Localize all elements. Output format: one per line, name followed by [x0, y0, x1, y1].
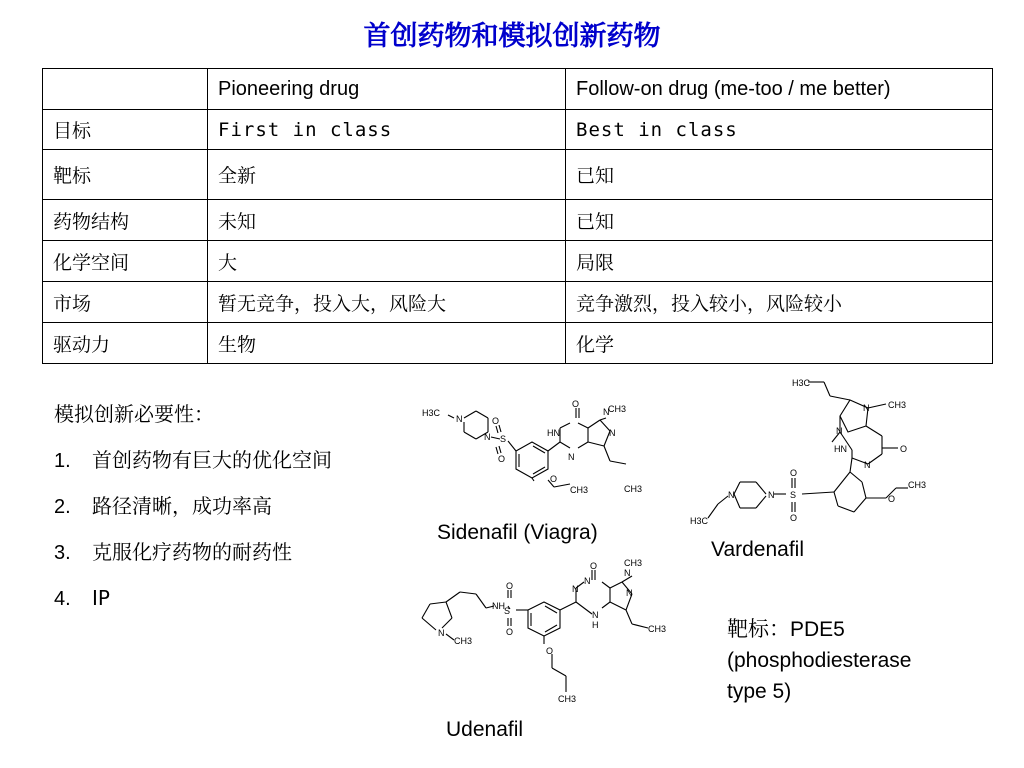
list-number: 3. — [54, 542, 71, 564]
udenafil-methyl-label: CH3 — [624, 558, 643, 568]
cell-pioneering-driver: 生物 — [208, 323, 566, 364]
vardenafil-methyl-label: H3C — [690, 516, 709, 526]
cell-pioneering-structure: 未知 — [208, 200, 566, 241]
udenafil-nh-label: NH — [492, 601, 505, 611]
udenafil-s-label: S — [504, 606, 511, 616]
cell-pioneering-target: 全新 — [208, 150, 566, 200]
header-cell-empty — [43, 69, 208, 110]
vardenafil-methyl-label: H3C — [792, 378, 811, 388]
target-note — [727, 614, 911, 707]
sidenafil-n-label: N — [484, 432, 491, 442]
slide-title: 首创药物和模拟创新药物 — [363, 21, 661, 52]
cell-follow-on-target: 已知 — [566, 150, 993, 200]
vardenafil-methyl-label: CH3 — [908, 480, 927, 490]
table-row — [43, 241, 993, 282]
row-label-market: 市场 — [43, 282, 208, 323]
target-line: type 5) — [727, 680, 792, 703]
list-text: 首创药物有巨大的优化空间 — [92, 448, 332, 472]
cell-pioneering-chem-space: 大 — [208, 241, 566, 282]
cell-pioneering-goal: First in class — [208, 110, 566, 150]
sidenafil-hn-label: HN — [547, 428, 560, 438]
vardenafil-n-label: N — [728, 490, 735, 500]
list-text: IP — [92, 586, 110, 610]
cell-pioneering-market: 暂无竞争，投入大，风险大 — [208, 282, 566, 323]
cell-follow-on-goal: Best in class — [566, 110, 993, 150]
vardenafil-n-label: N — [864, 460, 871, 470]
vardenafil-o-label: O — [790, 513, 798, 523]
target-line: 靶标：PDE5 — [727, 618, 845, 641]
udenafil-n-label: N — [624, 568, 631, 578]
sidenafil-o-label: O — [492, 416, 500, 426]
row-label-goal: 目标 — [43, 110, 208, 150]
vardenafil-o-label: O — [888, 494, 896, 504]
sidenafil-o-label: O — [550, 474, 558, 484]
udenafil-n-label: N — [592, 610, 599, 620]
list-number: 1. — [54, 450, 71, 472]
list-text: 克服化疗药物的耐药性 — [92, 540, 292, 564]
vardenafil-o-label: O — [790, 468, 798, 478]
sidenafil-o-label: O — [498, 454, 506, 464]
table-row — [43, 323, 993, 364]
vardenafil-structure — [690, 374, 935, 532]
sidenafil-methyl-label: CH3 — [624, 484, 643, 494]
cell-follow-on-market: 竞争激烈，投入较小，风险较小 — [566, 282, 993, 323]
sidenafil-structure — [420, 398, 650, 498]
sidenafil-n-label: N — [609, 428, 616, 438]
comparison-table — [42, 68, 993, 364]
vardenafil-o-label: O — [900, 444, 908, 454]
vardenafil-hn-label: HN — [834, 444, 847, 454]
vardenafil-n-label: N — [836, 426, 843, 436]
list-text: 路径清晰，成功率高 — [92, 494, 272, 518]
udenafil-structure — [410, 558, 675, 704]
sidenafil-n-label: N — [568, 452, 575, 462]
vardenafil-n-label: N — [768, 490, 775, 500]
row-label-chem-space: 化学空间 — [43, 241, 208, 282]
header-follow-on: Follow-on drug (me-too / me better) — [566, 69, 993, 110]
header-pioneering: Pioneering drug — [208, 69, 566, 110]
list-item — [54, 542, 292, 563]
table-row — [43, 200, 993, 241]
sidenafil-o-label: O — [572, 399, 580, 409]
udenafil-methyl-label: CH3 — [648, 624, 667, 634]
cell-follow-on-chem-space: 局限 — [566, 241, 993, 282]
table-row — [43, 110, 993, 150]
list-item — [54, 496, 272, 517]
sidenafil-n-label: N — [603, 407, 610, 417]
sidenafil-methyl-label: H3C — [422, 408, 441, 418]
udenafil-methyl-label: CH3 — [454, 636, 473, 646]
vardenafil-caption: Vardenafil — [711, 538, 805, 561]
udenafil-methyl-label: CH3 — [558, 694, 577, 704]
target-line: (phosphodiesterase — [727, 649, 912, 672]
udenafil-o-label: O — [506, 627, 514, 637]
table-header-row — [43, 69, 993, 110]
vardenafil-n-label: N — [863, 403, 870, 413]
vardenafil-methyl-label: CH3 — [888, 400, 907, 410]
udenafil-o-label: O — [546, 646, 554, 656]
sidenafil-s-label: S — [500, 434, 507, 444]
udenafil-o-label: O — [590, 561, 598, 571]
udenafil-o-label: O — [506, 581, 514, 591]
vardenafil-s-label: S — [790, 490, 797, 500]
cell-follow-on-structure: 已知 — [566, 200, 993, 241]
udenafil-n-label: N — [438, 628, 445, 638]
list-item — [54, 450, 332, 471]
udenafil-n-label: N — [572, 584, 579, 594]
sidenafil-caption: Sidenafil (Viagra) — [437, 521, 598, 544]
list-number: 4. — [54, 588, 71, 610]
udenafil-n-label: N — [626, 588, 633, 598]
sidenafil-n-label: N — [456, 414, 463, 424]
cell-follow-on-driver: 化学 — [566, 323, 993, 364]
row-label-structure: 药物结构 — [43, 200, 208, 241]
table-row — [43, 282, 993, 323]
list-item — [54, 588, 110, 609]
udenafil-caption: Udenafil — [446, 718, 524, 741]
udenafil-n-label: N — [584, 576, 591, 586]
udenafil-h-label: H — [592, 620, 599, 630]
sidenafil-methyl-label: CH3 — [570, 485, 589, 495]
row-label-driver: 驱动力 — [43, 323, 208, 364]
necessity-heading: 模拟创新必要性： — [54, 402, 214, 426]
list-number: 2. — [54, 496, 71, 518]
table-row — [43, 150, 993, 200]
sidenafil-methyl-label: CH3 — [608, 404, 627, 414]
row-label-target: 靶标 — [43, 150, 208, 200]
